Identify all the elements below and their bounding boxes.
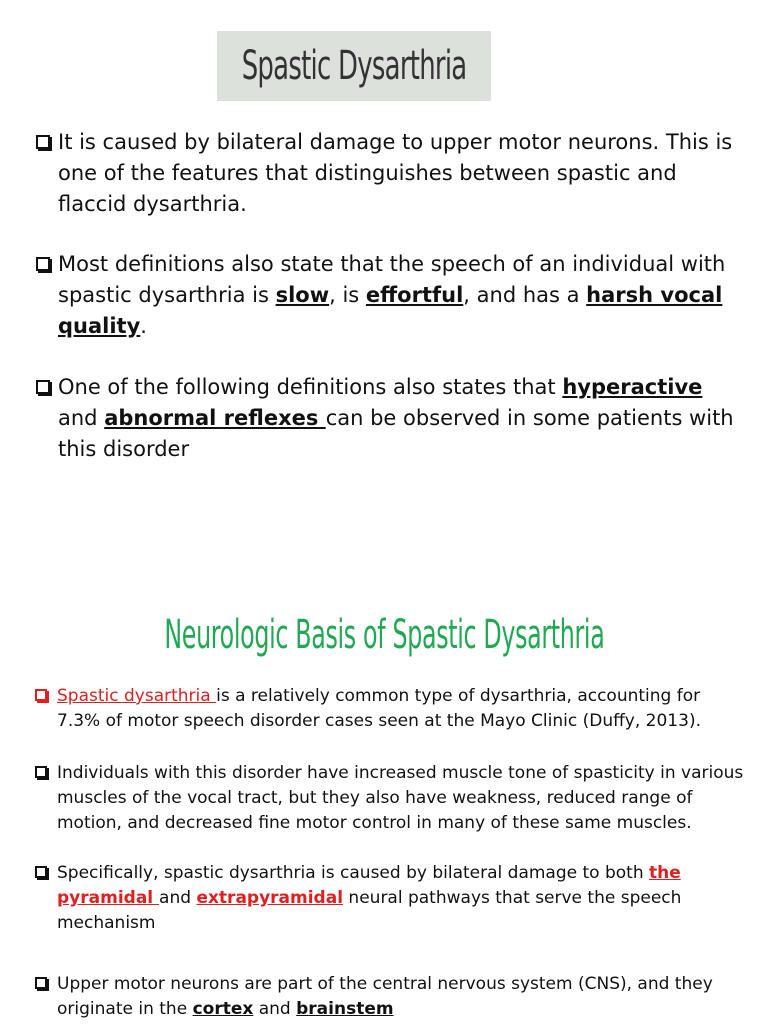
slide2-bullet-2 bbox=[35, 761, 745, 836]
slide2-bullet-3 bbox=[35, 861, 745, 936]
term-effortful: effortful bbox=[365, 283, 464, 307]
slide1-bullet-3 bbox=[36, 372, 746, 465]
slide1-title-box bbox=[217, 31, 491, 101]
bullet-text: Upper motor neurons are part of the central nervous system (CNS), and they originate in the cortex and brainstem bbox=[57, 974, 713, 1019]
checkbox-bullet-icon bbox=[36, 257, 50, 271]
term-extrapyramidal: extrapyramidal bbox=[196, 888, 344, 908]
checkbox-bullet-icon bbox=[36, 380, 50, 394]
checkbox-bullet-icon bbox=[35, 977, 47, 989]
bullet-text: Spastic dysarthria is a relatively common type of dysarthria, accounting for 7.3% of motor speech disorder cases seen at the Mayo Clinic (Duffy, 2013). bbox=[57, 686, 701, 731]
checkbox-bullet-icon bbox=[36, 135, 50, 149]
term-abnormal-reflexes: abnormal reflexes bbox=[104, 406, 326, 430]
slide2-bullet-1 bbox=[35, 684, 745, 734]
term-hyperactive: hyperactive bbox=[562, 375, 703, 399]
bullet-text: It is caused by bilateral damage to upper motor neurons. This is one of the features that distinguishes between spastic and flaccid dysarthria. bbox=[58, 130, 733, 216]
term-slow: slow bbox=[275, 283, 330, 307]
slide2-title-wrap bbox=[0, 612, 768, 658]
slide2-title: Neurologic Basis of Spastic Dysarthria bbox=[163, 612, 605, 658]
checkbox-bullet-icon bbox=[35, 689, 47, 701]
term-pyramidal: the pyramidal bbox=[57, 863, 681, 908]
bullet-text: One of the following definitions also states that hyperactive and abnormal reflexes can be observed in some patients with this disorder bbox=[58, 375, 734, 461]
term-brainstem: brainstem bbox=[296, 999, 394, 1019]
checkbox-bullet-icon bbox=[35, 766, 47, 778]
term-spastic-dysarthria: Spastic dysarthria bbox=[57, 686, 217, 706]
slide1-title: Spastic Dysarthria bbox=[241, 43, 467, 89]
term-cortex: cortex bbox=[192, 999, 254, 1019]
bullet-text: Individuals with this disorder have increased muscle tone of spasticity in various muscles of the vocal tract, but they also have weakness, reduced range of motion, and decreased fine motor control in many of these same muscles. bbox=[57, 763, 744, 833]
bullet-text: Specifically, spastic dysarthria is caused by bilateral damage to both the pyramidal and extrapyramidal neural pathways that serve the speech mechanism bbox=[57, 863, 682, 933]
slide1-bullet-2 bbox=[36, 249, 746, 342]
term-harsh-vocal-quality: harsh vocal quality bbox=[58, 283, 723, 338]
bullet-text: Most definitions also state that the speech of an individual with spastic dysarthria is slow, is effortful, and has a harsh vocal quality. bbox=[58, 252, 726, 338]
slide1-bullet-1 bbox=[36, 127, 746, 220]
checkbox-bullet-icon bbox=[35, 866, 47, 878]
slide2-bullet-4 bbox=[35, 972, 745, 1022]
